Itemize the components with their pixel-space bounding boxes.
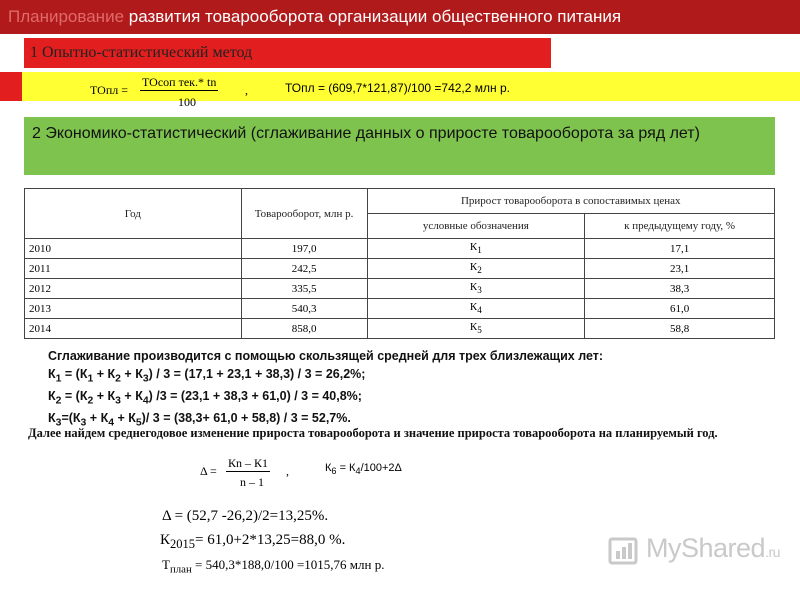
delta-numerator: Кn – К1 (228, 456, 269, 470)
method1-heading: 1 Опытно-статистический метод (24, 38, 551, 68)
table-header-row (25, 189, 775, 214)
delta-lhs: Δ = (200, 464, 217, 478)
header-prev-year: к предыдущему году, % (585, 214, 775, 239)
delta-formula (200, 452, 310, 492)
cell-turnover: 242,5 (241, 259, 367, 279)
table-row (25, 259, 775, 279)
table-row (25, 279, 775, 299)
formula-denominator: 100 (178, 95, 196, 109)
cell-symbol: $К_4$ (367, 299, 585, 319)
smoothing-k2: $К_2 = (К_2 + К_3 + К_4) /3 = (23,1 + 38,3 + 61,0) / 3 = 40,8\%$; (48, 388, 362, 406)
header-turnover: Товарооборот, млн р. (241, 189, 367, 239)
cell-symbol: $К_5$ (367, 319, 585, 339)
k6-formula: $К_6 = К_4/100+2\Delta$ (325, 462, 402, 477)
slide-title (0, 0, 800, 34)
table-row (25, 299, 775, 319)
cell-year: 2014 (25, 319, 242, 339)
title-text: развития товарооборота организации общественного питания (124, 7, 622, 26)
header-year: Год (25, 189, 242, 239)
table-row (25, 319, 775, 339)
turnover-table (24, 188, 775, 339)
logo-icon (608, 535, 642, 569)
cell-year: 2013 (25, 299, 242, 319)
result-plan-turnover: $Т_{план} = 540,3*188,0/100 =1015,76$ млн р. (162, 557, 385, 576)
header-growth-group: Прирост товарооборота в сопоставимых ценах (367, 189, 774, 214)
smoothing-k3: $К_3=(К_3 + К_4 + К_5)/$ 3 = (38,3+ 61,0 + 58,8) / 3 = 52,7%. (48, 410, 351, 428)
turnover-formula (90, 71, 265, 115)
cell-pct: 17,1 (585, 239, 775, 259)
delta-denominator: n – 1 (240, 475, 264, 489)
cell-year: 2011 (25, 259, 242, 279)
cell-turnover: 335,5 (241, 279, 367, 299)
cell-pct: 38,3 (585, 279, 775, 299)
cell-pct: 61,0 (585, 299, 775, 319)
formula-comma: , (245, 83, 248, 97)
cell-year: 2012 (25, 279, 242, 299)
title-muted-word: Планирование (8, 7, 125, 26)
cell-symbol: $К_2$ (367, 259, 585, 279)
myshared-logo (606, 533, 780, 573)
method2-heading: 2 Экономико-статистический (сглаживание данных о приросте товарооборота за ряд лет) (24, 117, 775, 175)
smoothing-intro: Сглаживание производится с помощью скользящей средней для трех близлежащих лет: (48, 349, 604, 363)
header-symbols: условные обозначения (367, 214, 585, 239)
turnover-calculation: ТОпл = (609,7*121,87)/100 =742,2 млн р. (285, 81, 510, 95)
result-delta: Δ = (52,7 -26,2)/2=13,25%. (162, 508, 329, 524)
delta-comma: , (286, 464, 289, 478)
result-k2015: $К_{2015}= 61,0+2*13,25=88,0$ %. (160, 532, 346, 551)
logo-text: MyShared.ru (646, 533, 780, 563)
cell-year: 2010 (25, 239, 242, 259)
cell-turnover: 197,0 (241, 239, 367, 259)
formula-bar-tip (0, 72, 22, 101)
smoothing-block (48, 348, 788, 432)
cell-pct: 23,1 (585, 259, 775, 279)
formula-lhs: ТОпл = (90, 83, 129, 97)
cell-turnover: 540,3 (241, 299, 367, 319)
further-text: Далее найдем среднегодовое изменение прироста товарооборота и значение прироста товарооборота на планируемый год. (28, 426, 718, 440)
cell-pct: 58,8 (585, 319, 775, 339)
cell-turnover: 858,0 (241, 319, 367, 339)
table-row (25, 239, 775, 259)
formula-numerator: ТОсоп тек.* tn (142, 75, 217, 89)
cell-symbol: $К_1$ (367, 239, 585, 259)
smoothing-k1: $К_1 = (К_1 + К_2 + К_3) / 3 = (17,1 + 23,1 + 38,3) / 3 = 26,2\%$; (48, 366, 366, 384)
cell-symbol: $К_3$ (367, 279, 585, 299)
